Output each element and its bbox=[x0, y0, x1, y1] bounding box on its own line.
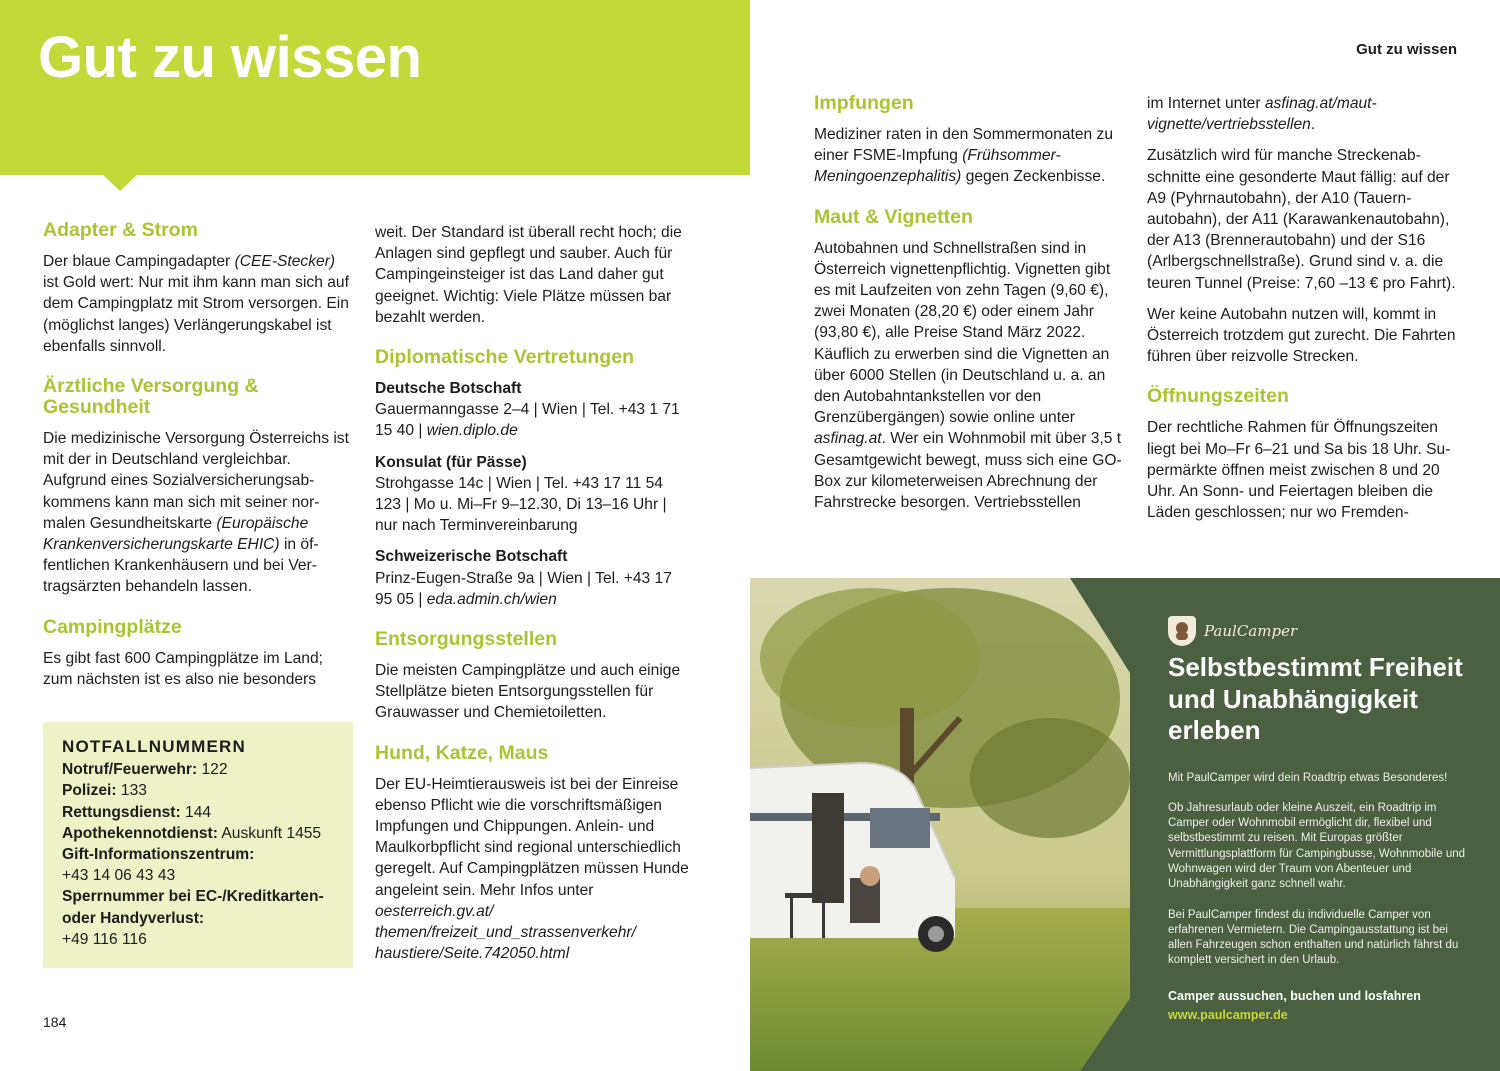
link-german-embassy: wien.diplo.de bbox=[426, 422, 518, 440]
ad-paragraph: Mit PaulCamper wird dein Roadtrip etwas Besonderes! bbox=[1168, 771, 1448, 784]
emergency-numbers-box bbox=[43, 722, 353, 968]
text-toll-continued: im Internet unter asfinag.at/maut-vignette/vertriebsstellen. bbox=[1147, 95, 1377, 134]
link-pets: oesterreich.gv.at/ themen/freizeit_und_strassenverkehr/ haustiere/Seite.742050.html bbox=[375, 902, 636, 963]
banner-arrow bbox=[103, 175, 137, 191]
page-number: 184 bbox=[43, 1014, 67, 1030]
paulcamper-ad bbox=[750, 578, 1500, 1071]
heading-pets: Hund, Katze, Maus bbox=[375, 741, 549, 764]
emergency-item: Polizei: 133 bbox=[62, 782, 147, 800]
entry-german-embassy: Deutsche Botschaft Gauermanngasse 2–4 | Wien | Tel. +43 1 71 15 40 | wien.diplo.de bbox=[375, 380, 680, 440]
emergency-item: Apothekennotdienst: Auskunft 1455 bbox=[62, 824, 322, 842]
column-4 bbox=[1147, 93, 1459, 533]
ad-cta: Camper aussuchen, buchen und losfahren bbox=[1168, 988, 1421, 1003]
running-head: Gut zu wissen bbox=[1356, 41, 1457, 58]
ad-url-link[interactable]: www.paulcamper.de bbox=[1168, 1007, 1288, 1022]
ad-paragraph: Ob Jahresurlaub oder kleine Auszeit, ein Roadtrip im Camper oder Wohnmobil ermöglicht dir, flexibel und selbstbestimmt zu reisen. Mit Europas größter Vermittlungsplattform für Campingbusse, Wohnmobile und Wohnwagen wird der Traum von Abenteuer und Unabhängigkeit ganz schnell wahr. bbox=[1168, 801, 1466, 891]
link-asfinag: asfinag.at bbox=[814, 430, 882, 448]
emergency-item: Notruf/Feuerwehr: 122 bbox=[62, 761, 228, 779]
text-vaccination: Mediziner raten in den Sommermonaten zu einer FSME-Impfung (Frühsommer-Meningoenzephalitis) gegen Zeckenbisse. bbox=[814, 126, 1114, 186]
header-banner bbox=[0, 0, 750, 175]
emergency-item: Gift-Informationszentrum: +43 14 06 43 43 bbox=[62, 846, 255, 885]
ad-headline: Selbstbestimmt Freiheit und Unabhängigkeit erleben bbox=[1168, 652, 1463, 745]
emergency-title: NOTFALLNUMMERN bbox=[62, 737, 246, 756]
emergency-item: Sperrnummer bei EC-/Kreditkarten- oder Handyverlust: +49 116 116 bbox=[62, 888, 324, 948]
link-swiss-embassy: eda.admin.ch/wien bbox=[426, 590, 557, 608]
text-extra-toll: Zusätzlich wird für manche Streckenabschnitte eine gesonderte Maut fällig: auf der A9 (Pyhrnautobahn), der A10 (Tauernautobahn), der A11 (Karawankenautobahn), der A13 (Brennerautobahn) und der S16 (Arlbergschnellstraße). Grund sind v. a. die teuren Tunnel (Preise: 7,60 –13 € pro Fahrt). bbox=[1147, 147, 1456, 292]
heading-vaccination: Impfungen bbox=[814, 92, 914, 114]
heading-opening-hours: Öffnungszeiten bbox=[1147, 385, 1289, 408]
ad-brand bbox=[1168, 616, 1468, 646]
text-toll: Autobahnen und Schnellstraßen sind in Österreich vignettenpflichtig. Vignetten gibt es mit Laufzeiten von zehn Tagen (9,60 €), zwei Monaten (28,20 €) oder einem Jahr (93,80 €), alle Preise Stand März 2022. Käuflich zu erwerben sind die Vignetten an über 6000 Stellen (in Deutschland u. a. an den Autobahntankstellen vor den Grenzübergängen) sowie online unter asfinag.at. Wer ein Wohnmobil mit über 3,5 t Gesamtgewicht bewegt, muss sich eine GO-Box zur kilometerweisen Abrechnung der Fahrstrecke besorgen. Vertriebsstellen bbox=[814, 239, 1122, 512]
heading-health: Ärztliche Versorgung & Gesundheit bbox=[43, 375, 259, 419]
heading-diplomatic: Diplomatische Vertretungen bbox=[375, 346, 634, 369]
heading-campsites: Campingplätze bbox=[43, 615, 182, 638]
heading-disposal: Entsorgungsstellen bbox=[375, 628, 558, 651]
text-pets: Der EU-Heimtierausweis ist bei der Einreise ebenso Pflicht wie die vorschriftsmäßigen Impfungen und Chippungen. Anlein- und Maulkorbpflicht sind regional unterschiedlich geregelt. Auf Campingplätzen müssen Hunde angeleint sein. Mehr Infos unter oesterreich.gv.at/ themen/freizeit_und_strassenverkehr/ haustiere/Seite.742050.html bbox=[375, 775, 689, 963]
text-campsites-continued: weit. Der Standard ist überall recht hoch; die Anlagen sind gepflegt und sauber. Auch für Campingeinsteiger ist das Land daher gut geeignet. Wichtig: Viele Plätze müssen bar bezahlt werden. bbox=[375, 224, 682, 326]
link-vertriebsstellen: asfinag.at/maut-vignette/vertriebsstellen bbox=[1147, 95, 1377, 134]
column-3 bbox=[814, 93, 1129, 523]
ad-body bbox=[1168, 771, 1468, 969]
entry-consulate: Konsulat (für Pässe) Strohgasse 14c | Wien | Tel. +43 17 11 54 123 | Mo u. Mi–Fr 9–12.30, Di 13–16 Uhr | nur nach Terminvereinbarung bbox=[375, 453, 667, 535]
emergency-item: Rettungsdienst: 144 bbox=[62, 803, 212, 821]
text-disposal: Die meisten Campingplätze und auch einige Stellplätze bieten Entsorgungsstellen für Grauwasser und Chemietoiletten. bbox=[375, 662, 681, 722]
ad-content bbox=[1168, 616, 1468, 1022]
ad-paragraph: Bei PaulCamper findest du individuelle Camper von erfahrenen Vermietern. Die Campingausstattung ist bei allen Fahrzeugen schon enthalten und natürlich fährst du komplett versichert in den Urlaub. bbox=[1168, 908, 1459, 967]
text-opening-hours: Der rechtliche Rahmen für Öffnungszeiten liegt bei Mo–Fr 6–21 und Sa bis 18 Uhr. Supermärkte öffnen meist zwischen 8 und 20 Uhr. An Sonn- und Feiertagen bleiben die Läden geschlossen; nur wo Fremden- bbox=[1147, 419, 1451, 522]
heading-adapter: Adapter & Strom bbox=[43, 219, 198, 241]
page-title: Gut zu wissen bbox=[38, 25, 422, 90]
heading-toll: Maut & Vignetten bbox=[814, 205, 973, 228]
text-campsites: Es gibt fast 600 Campingplätze im Land; zum nächsten ist es also nie besonders bbox=[43, 649, 323, 688]
ad-brand-name: PaulCamper bbox=[1204, 622, 1298, 640]
paulcamper-logo-icon bbox=[1168, 616, 1196, 646]
column-2 bbox=[375, 222, 690, 974]
column-1 bbox=[43, 220, 355, 700]
text-no-highway: Wer keine Autobahn nutzen will, kommt in Österreich trotzdem gut zurecht. Die Fahrten führen über reizvolle Strecken. bbox=[1147, 305, 1456, 366]
text-health: Die medizinische Versorgung Österreichs ist mit der in Deutschland vergleichbar. Aufgrund eines Sozialversicherungsabkommens kann man sich mit seiner normalen Gesundheitskarte (Europäische Krankenversicherungskarte EHIC) in öffentlichen Krankenhäusern und bei Vertragsärzten behandeln lassen. bbox=[43, 430, 349, 596]
camper-photo bbox=[750, 578, 1130, 1071]
text-adapter: Der blaue Campingadapter (CEE-Stecker) ist Gold wert: Nur mit ihm kann man sich auf dem Campingplatz mit Strom versorgen. Ein (möglichst langes) Verlängerungskabel ist ebenfalls sinnvoll. bbox=[43, 253, 349, 355]
entry-swiss-embassy: Schweizerische Botschaft Prinz-Eugen-Straße 9a | Wien | Tel. +43 17 95 05 | eda.admin.ch/wien bbox=[375, 548, 672, 608]
